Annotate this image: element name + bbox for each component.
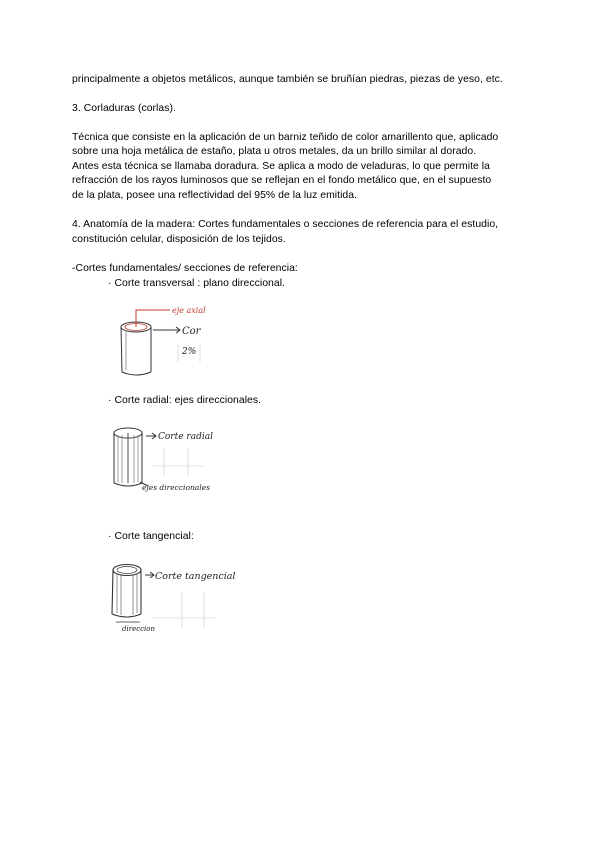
section-heading-anatomia-cont: constitución celular, disposición de los tejidos. (72, 234, 286, 245)
sketch1-label-pct: 2% (182, 347, 197, 357)
sketch2-label-bottom: ejes direccionales (142, 483, 210, 492)
corte-radial-label: · Corte radial: ejes direccionales. (108, 395, 262, 406)
sketch1-label-eje: eje axial (172, 306, 206, 315)
corte-tangencial-label: · Corte tangencial: (108, 531, 194, 542)
paragraph-line: sobre una hoja metálica de estaño, plata u otros metales, da un brillo similar al dorado. (72, 146, 477, 157)
sketch3-label-bottom: direccion (122, 625, 156, 633)
sketch-corte-radial (104, 420, 216, 496)
sketch1-label-cor: Cor (182, 326, 201, 337)
sketch3-label-top: Corte tangencial (155, 571, 236, 582)
paragraph-line: Técnica que consiste en la aplicación de un barniz teñido de color amarillento que, aplicado (72, 132, 499, 143)
paragraph-line: de la plata, posee una reflectividad del 95% de la luz emitida. (72, 190, 358, 201)
paragraph-continuation: principalmente a objetos metálicos, aunque también se bruñían piedras, piezas de yeso, etc. (72, 74, 503, 85)
cortes-title: -Cortes fundamentales/ secciones de referencia: (72, 263, 298, 274)
section-heading-anatomia: 4. Anatomía de la madera: Cortes fundamentales o secciones de referencia para el estudio, (72, 219, 499, 230)
sketch-corte-tangencial (104, 558, 236, 634)
paragraph-line: refracción de los rayos luminosos que se reflejan en el fondo metálico que, en el supuesto (72, 175, 492, 186)
sketch-corte-transversal (108, 300, 218, 380)
corte-transversal-label: · Corte transversal : plano direccional. (108, 278, 285, 289)
sketch2-label-top: Corte radial (158, 432, 213, 442)
paragraph-line: Antes esta técnica se llamaba doradura. Se aplica a modo de veladuras, lo que permite la (72, 161, 490, 172)
section-heading-corladuras: 3. Corladuras (corlas). (72, 103, 176, 114)
